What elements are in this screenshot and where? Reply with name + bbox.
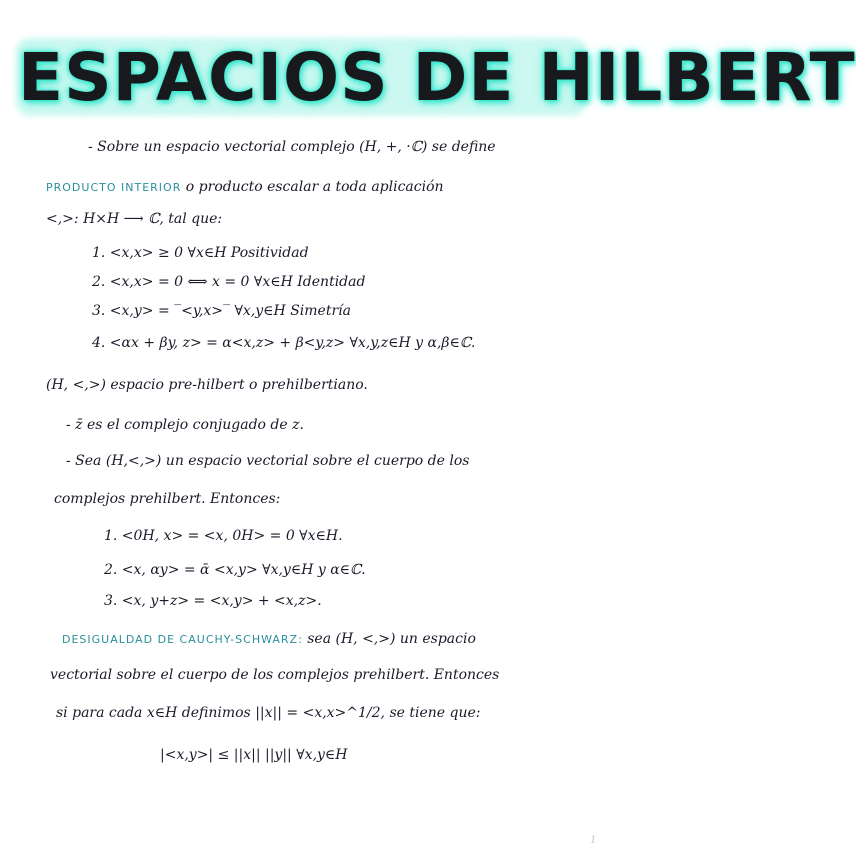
property-4: 4. <αx + βy, z> = α<x,z> + β<y,z> ∀x,y,z∈H y α,β∈ℂ. bbox=[92, 335, 476, 351]
consequence-3: 3. <x, y+z> = <x,y> + <x,z>. bbox=[104, 593, 322, 609]
property-3: 3. <x,y> = ‾<y,x>‾ ∀x,y∈H Simetría bbox=[92, 303, 351, 319]
producto-line bbox=[46, 178, 444, 197]
cauchy-schwarz-text: sea (H, <,>) un espacio bbox=[307, 631, 476, 647]
consequence-1: 1. <0H, x> = <x, 0H> = 0 ∀x∈H. bbox=[104, 528, 343, 544]
cauchy-schwarz-inequality: |<x,y>| ≤ ||x|| ||y|| ∀x,y∈H bbox=[160, 747, 348, 763]
producto-interior-label: PRODUCTO INTERIOR bbox=[46, 181, 182, 194]
page-title: ESPACIOS DE HILBERT bbox=[18, 39, 856, 116]
sea-line-1: - Sea (H,<,>) un espacio vectorial sobre el cuerpo de los bbox=[66, 453, 470, 469]
intro-line: - Sobre un espacio vectorial complejo (H, +, ·ℂ) se define bbox=[88, 139, 496, 155]
cauchy-schwarz-line-3: si para cada x∈H definimos ||x|| = <x,x>^1/2, se tiene que: bbox=[56, 705, 481, 721]
consequence-2: 2. <x, αy> = ᾱ <x,y> ∀x,y∈H y α∈ℂ. bbox=[104, 562, 366, 578]
cauchy-schwarz-line-2: vectorial sobre el cuerpo de los complejos prehilbert. Entonces bbox=[50, 667, 500, 683]
cauchy-schwarz-label: DESIGUALDAD DE CAUCHY-SCHWARZ: bbox=[62, 633, 303, 646]
producto-interior-text: o producto escalar a toda aplicación bbox=[185, 179, 444, 195]
page-mark: 1 bbox=[590, 835, 597, 846]
prehilbert-line: (H, <,>) espacio pre-hilbert o prehilbertiano. bbox=[46, 377, 368, 393]
property-2: 2. <x,x> = 0 ⟺ x = 0 ∀x∈H Identidad bbox=[92, 274, 366, 290]
sea-line-2: complejos prehilbert. Entonces: bbox=[54, 491, 281, 507]
conjugate-line: - z̄ es el complejo conjugado de z. bbox=[66, 417, 304, 433]
map-definition: <,>: H×H ⟶ ℂ, tal que: bbox=[46, 211, 223, 227]
property-1: 1. <x,x> ≥ 0 ∀x∈H Positividad bbox=[92, 245, 309, 261]
cauchy-schwarz-line bbox=[62, 630, 476, 649]
